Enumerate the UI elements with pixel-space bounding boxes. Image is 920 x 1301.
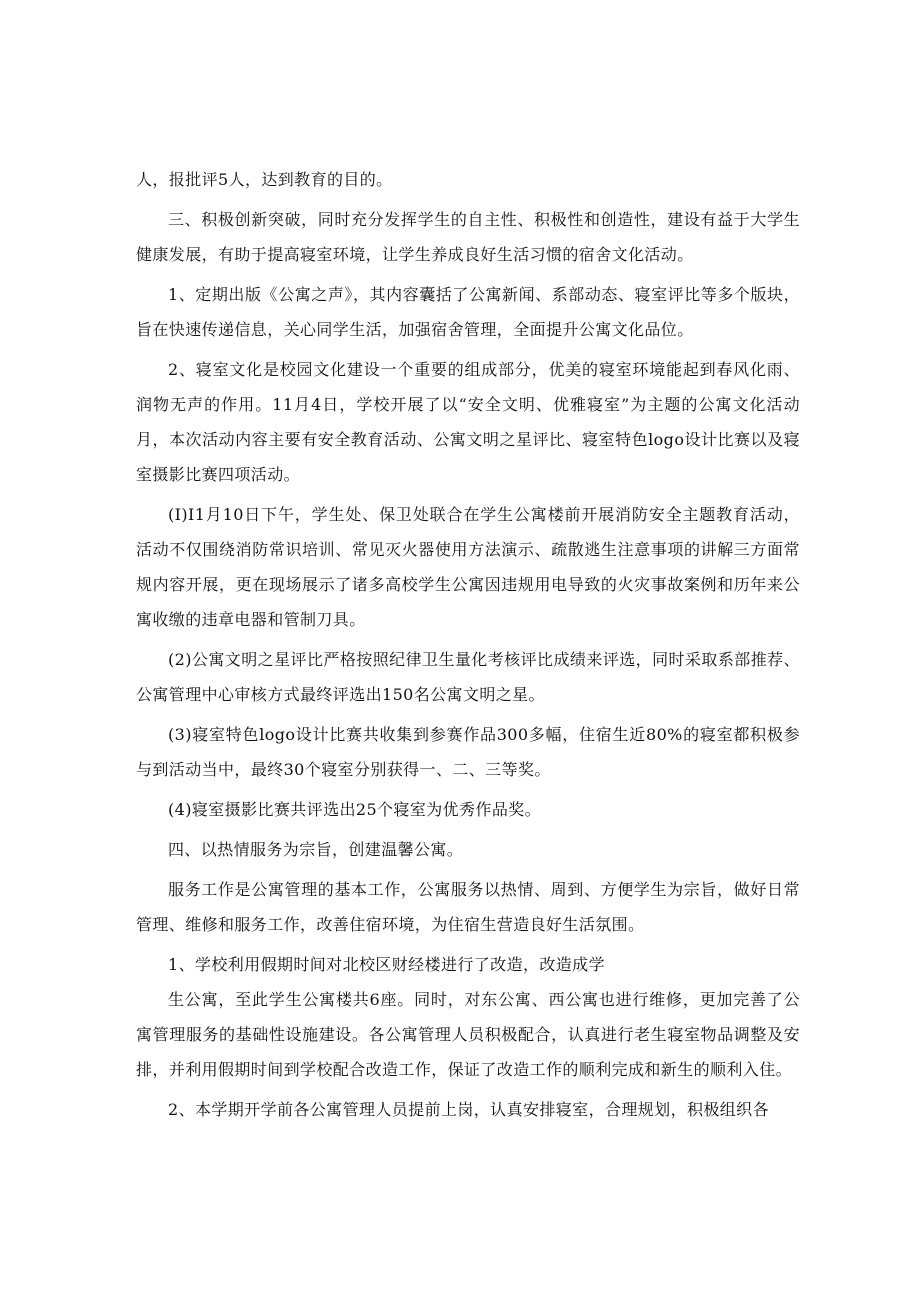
paragraph-11: 1、学校利用假期时间对北校区财经楼进行了改造，改造成学	[168, 955, 605, 974]
paragraph-2: 三、积极创新突破，同时充分发挥学生的自主性、积极性和创造性，建设有益于大学生健康发展，有助于提高寝室环境，让学生养成良好生活习惯的宿舍文化活动。	[136, 210, 800, 264]
paragraph-8: (4)寝室摄影比赛共评选出25个寝室为优秀作品奖。	[168, 800, 542, 819]
paragraph-10: 服务工作是公寓管理的基本工作，公寓服务以热情、周到、方便学生为宗旨，做好日常管理、维修和服务工作，改善住宿环境，为住宿生营造良好生活氛围。	[136, 880, 800, 934]
paragraph-4: 2、寝室文化是校园文化建设一个重要的组成部分，优美的寝室环境能起到春风化雨、润物无声的作用。11月4日，学校开展了以“安全文明、优雅寝室”为主题的公寓文化活动月，本次活动内容主要有安全教育活动、公寓文明之星评比、寝室特色logo设计比赛以及寝室摄影比赛四项活动。	[136, 360, 800, 484]
paragraph-9: 四、以热情服务为宗旨，创建温馨公寓。	[168, 840, 464, 859]
paragraph-1: 人，报批评5人，达到教育的目的。	[136, 170, 393, 189]
paragraph-5: (I)I1月10日下午，学生处、保卫处联合在学生公寓楼前开展消防安全主题教育活动，活动不仅围绕消防常识培训、常见灭火器使用方法演示、疏散逃生注意事项的讲解三方面常规内容开展，更在现场展示了诸多高校学生公寓因违规用电导致的火灾事故案例和历年来公寓收缴的违章电器和管制刀具。	[136, 505, 800, 629]
paragraph-12: 生公寓，至此学生公寓楼共6座。同时，对东公寓、西公寓也进行维修，更加完善了公寓管理服务的基础性设施建设。各公寓管理人员积极配合，认真进行老生寝室物品调整及安排，并利用假期时间到学校配合改造工作，保证了改造工作的顺利完成和新生的顺利入住。	[136, 990, 800, 1079]
paragraph-6: (2)公寓文明之星评比严格按照纪律卫生量化考核评比成绩来评选，同时采取系部推荐、公寓管理中心审核方式最终评选出150名公寓文明之星。	[136, 650, 800, 704]
document-body	[136, 162, 800, 1127]
paragraph-13: 2、本学期开学前各公寓管理人员提前上岗，认真安排寝室，合理规划，积极组织各	[168, 1100, 769, 1119]
paragraph-7: (3)寝室特色logo设计比赛共收集到参赛作品300多幅，住宿生近80%的寝室都积极参与到活动当中，最终30个寝室分别获得一、二、三等奖。	[136, 725, 800, 779]
paragraph-3: 1、定期出版《公寓之声》，其内容囊括了公寓新闻、系部动态、寝室评比等多个版块，旨在快速传递信息，关心同学生活，加强宿舍管理，全面提升公寓文化品位。	[136, 285, 800, 339]
